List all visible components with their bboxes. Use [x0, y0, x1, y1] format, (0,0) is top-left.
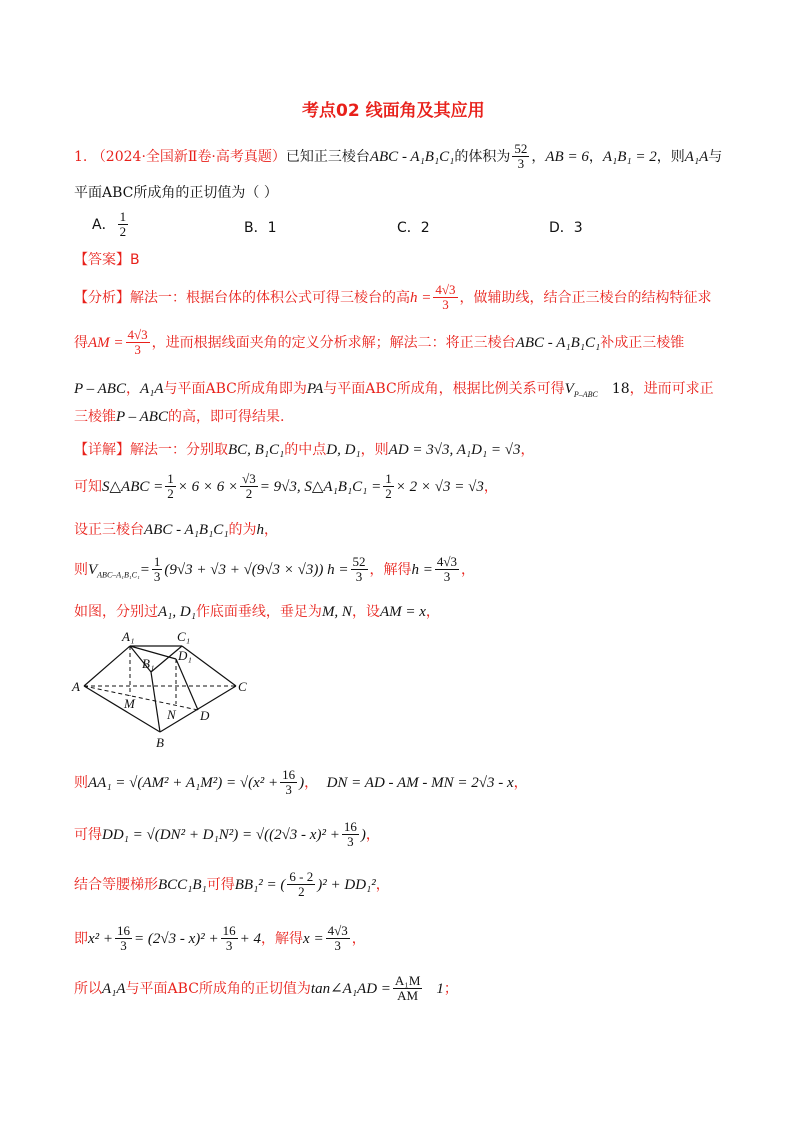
- option-a-label: A．: [92, 216, 116, 233]
- math: = (2√3 - x)² +: [134, 930, 219, 947]
- fraction-numerator: 1: [119, 209, 127, 224]
- detail-text: 即: [74, 930, 88, 947]
- fraction-numerator: 1: [153, 554, 161, 569]
- math-pa: PA: [306, 381, 324, 397]
- fraction-numerator: 16: [222, 923, 236, 938]
- detail-line-4: [74, 555, 475, 585]
- fraction-denominator: 3: [517, 156, 525, 172]
- fraction-denominator: 3: [153, 569, 161, 585]
- detail-text: ，: [375, 876, 390, 893]
- fraction-numerator: 4√3: [327, 923, 348, 938]
- option-b[interactable]: B．1: [244, 220, 277, 236]
- fraction-denominator: 3: [120, 938, 127, 954]
- detail-text: ，: [304, 774, 319, 791]
- fraction-denominator: 3: [443, 569, 451, 585]
- fraction-numerator: 6 - 2: [289, 869, 314, 884]
- fraction-denominator: 2: [298, 884, 305, 900]
- detail-line-5: [74, 601, 440, 621]
- math: tan∠A₁AD =: [310, 980, 391, 997]
- fraction-denominator: 3: [355, 569, 363, 585]
- fraction-denominator: 3: [334, 938, 341, 954]
- fraction-denominator: 2: [119, 224, 127, 240]
- label-c: C: [238, 679, 247, 694]
- page-title: 考点02 线面角及其应用: [302, 101, 485, 121]
- detail-text: 与平面ABC所成角的正切值为: [125, 980, 311, 997]
- detail-text: 则: [74, 561, 88, 578]
- label-b1: B₁: [142, 656, 155, 671]
- fraction-numerator: A₁M: [394, 973, 421, 988]
- detail-line-6: [74, 768, 528, 798]
- math: AA₁ = √(AM² + A₁M²) = √(x² +: [88, 774, 279, 791]
- fraction-denominator: 3: [225, 938, 233, 954]
- math: (9√3 + √3 + √(9√3 × √3)) h =: [164, 561, 349, 578]
- fraction-numerator: 4√3: [436, 554, 458, 569]
- math-ab: AB = 6: [545, 148, 589, 165]
- fraction-denominator: 3: [347, 834, 354, 850]
- fraction-numerator: 16: [117, 923, 131, 938]
- math: x² +: [88, 930, 114, 947]
- edge-a-d-hidden: [84, 686, 198, 710]
- label-d1: D₁: [178, 648, 192, 663]
- question-1-line-2: 平面ABC所成角的正切值为（ ）: [74, 185, 278, 201]
- math: ABC - A₁B₁C₁: [144, 522, 229, 538]
- fraction-denominator: 2: [167, 486, 174, 502]
- math: h: [256, 522, 265, 538]
- math: x =: [303, 930, 324, 947]
- math: BB₁² = (: [234, 876, 286, 893]
- detail-text: ，: [520, 442, 535, 458]
- analysis-text: ，: [125, 381, 140, 397]
- detail-line-1: [74, 439, 535, 459]
- math-a1a: A₁A: [139, 381, 164, 397]
- math-sub: ABC–A₁B₁C₁: [97, 570, 140, 580]
- math: = 9√3, S△A₁B₁C₁ =: [259, 478, 382, 495]
- question-text: 已知正三棱台: [285, 148, 370, 165]
- detail-text: ；: [443, 980, 458, 997]
- math-a1a: A₁A: [684, 148, 709, 165]
- fraction-denominator: 2: [385, 486, 392, 502]
- detail-text: 的中点: [284, 442, 327, 458]
- detail-text: ，: [425, 604, 440, 620]
- detail-text: ，: [483, 478, 498, 495]
- option-d[interactable]: D．3: [549, 220, 583, 236]
- question-text: ，则: [656, 148, 685, 165]
- detail-line-3: [74, 519, 278, 539]
- fraction-numerator: 4√3: [435, 282, 456, 297]
- detail-line-9: [74, 924, 366, 954]
- detail-text: 结合等腰梯形: [74, 876, 158, 893]
- math: BCC₁B₁: [158, 876, 207, 893]
- math: =: [139, 561, 150, 578]
- fraction-numerator: 4√3: [127, 327, 148, 342]
- math: h =: [411, 561, 433, 578]
- edge-a-b: [84, 686, 160, 732]
- math: M, N: [321, 604, 352, 620]
- math: )² + DD₁²: [317, 876, 376, 893]
- label-c1: C₁: [177, 629, 191, 644]
- analysis-line-3: [74, 378, 714, 399]
- math-am: AM =: [88, 334, 124, 351]
- analysis-line-4: [74, 406, 284, 426]
- detail-text: 的为: [228, 522, 257, 538]
- frustum-figure: [70, 628, 270, 753]
- math: DN = AD - AM - MN = 2√3 - x: [326, 774, 514, 791]
- math: S△ABC =: [102, 478, 164, 495]
- fraction-denominator: AM: [397, 988, 419, 1004]
- detail-text: 所以: [74, 980, 102, 997]
- detail-text: ，: [365, 826, 380, 843]
- label-a1: A₁: [122, 629, 135, 644]
- analysis-text: ，进而根据线面夹角的定义分析求解；解法二：将正三棱台: [151, 334, 516, 351]
- analysis-text: ，进而可求正: [629, 381, 714, 397]
- analysis-text: 补成正三棱锥: [600, 334, 685, 351]
- math: A₁, D₁: [158, 604, 196, 620]
- fraction-denominator: 3: [442, 297, 449, 313]
- analysis-text: 得: [74, 334, 88, 351]
- analysis-text: 的高，即可得结果.: [167, 409, 285, 425]
- math-18: 18: [611, 381, 630, 397]
- detail-text: ，设: [351, 604, 380, 620]
- label-a: A: [72, 679, 80, 694]
- detail-text: 可得: [74, 826, 102, 843]
- analysis-text: 与平面ABC所成角即为: [163, 381, 307, 397]
- fraction-numerator: 16: [282, 767, 296, 782]
- math: + 4: [239, 930, 262, 947]
- math: 1: [436, 980, 444, 997]
- fraction-denominator: 3: [134, 342, 141, 358]
- detail-text: 如图，分别过: [74, 604, 158, 620]
- detail-text: ，: [351, 930, 366, 947]
- answer: 【答案】B: [74, 252, 140, 268]
- detail-text: ，解得: [261, 930, 304, 947]
- fraction-denominator: 3: [285, 782, 292, 798]
- fraction-numerator: 16: [343, 819, 357, 834]
- math: BC, B₁C₁: [228, 442, 285, 458]
- math: × 2 × √3 = √3: [395, 478, 484, 495]
- math: D, D₁: [326, 442, 361, 458]
- label-n: N: [167, 707, 176, 722]
- fraction-numerator: √3: [242, 471, 256, 486]
- detail-line-7: [74, 820, 380, 850]
- fraction-numerator: 1: [167, 471, 174, 486]
- detail-text: ，: [513, 774, 528, 791]
- detail-text: 则: [74, 774, 88, 791]
- edge-a-a1: [84, 646, 130, 686]
- detail-text: ，: [461, 561, 476, 578]
- label-b: B: [156, 735, 164, 750]
- analysis-text: 三棱锥: [74, 409, 116, 425]
- detail-text: ，解得: [369, 561, 412, 578]
- analysis-line-2: [74, 328, 684, 358]
- edge-d1-d: [176, 659, 198, 710]
- math-p-abc: P – ABC: [116, 409, 168, 425]
- detail-text: ，则: [360, 442, 389, 458]
- detail-text: 【详解】解法一：分别取: [74, 442, 228, 458]
- question-source: （2024·全国新Ⅱ卷·高考真题）: [91, 148, 286, 165]
- option-c[interactable]: C．2: [397, 220, 430, 236]
- analysis-line-1: [74, 283, 712, 313]
- math: × 6 × 6 ×: [177, 478, 239, 495]
- analysis-text: 与平面ABC所成角，根据比例关系可得: [323, 381, 565, 397]
- detail-text: 可得: [206, 876, 235, 893]
- math: V: [88, 561, 98, 578]
- detail-line-2: [74, 472, 498, 502]
- detail-text: 可知: [74, 478, 102, 495]
- math-p-abc: P – ABC: [74, 381, 126, 397]
- math-h: h =: [410, 289, 432, 306]
- analysis-text: 【分析】解法一：根据台体的体积公式可得三棱台的高: [74, 289, 410, 306]
- question-1-line-1: 1. （2024·全国新Ⅱ卷·高考真题）已知正三棱台ABC - A₁B₁C₁的体积为 $\frac{52}{3}$ ，AB = 6，A₁B₁ = 2，则A₁A与: [74, 141, 723, 172]
- analysis-text: ，做辅助线，结合正三棱台的结构特征求: [459, 289, 712, 306]
- math: ): [299, 774, 305, 791]
- math: AM = x: [379, 604, 426, 620]
- detail-text: 作底面垂线，垂足为: [195, 604, 322, 620]
- fraction-denominator: 2: [245, 486, 253, 502]
- detail-text: ，: [264, 522, 279, 538]
- math: DD₁ = √(DN² + D₁N²) = √((2√3 - x)² +: [102, 826, 340, 843]
- detail-line-8: [74, 870, 390, 900]
- math: ): [360, 826, 366, 843]
- math-solid: ABC - A₁B₁C₁: [369, 148, 455, 165]
- detail-text: 设正三棱台: [74, 522, 144, 538]
- math-v: V: [564, 381, 574, 397]
- math-v-sub: P–ABC: [573, 389, 598, 399]
- math: A₁A: [102, 980, 126, 997]
- math-a1b1: A₁B₁ = 2: [602, 148, 657, 165]
- fraction-numerator: 1: [385, 471, 392, 486]
- fraction-numerator: 52: [514, 141, 528, 156]
- question-text: 与: [708, 148, 723, 165]
- question-text: 的体积为: [454, 148, 511, 165]
- label-m: M: [124, 696, 135, 711]
- question-number: 1.: [74, 148, 88, 165]
- label-d: D: [200, 708, 210, 723]
- detail-line-10: [74, 974, 458, 1004]
- math-solid: ABC - A₁B₁C₁: [515, 334, 601, 351]
- math: AD = 3√3, A₁D₁ = √3: [388, 442, 521, 458]
- fraction-numerator: 52: [352, 554, 366, 569]
- edge-b1-b: [151, 672, 160, 732]
- option-a[interactable]: [92, 210, 130, 240]
